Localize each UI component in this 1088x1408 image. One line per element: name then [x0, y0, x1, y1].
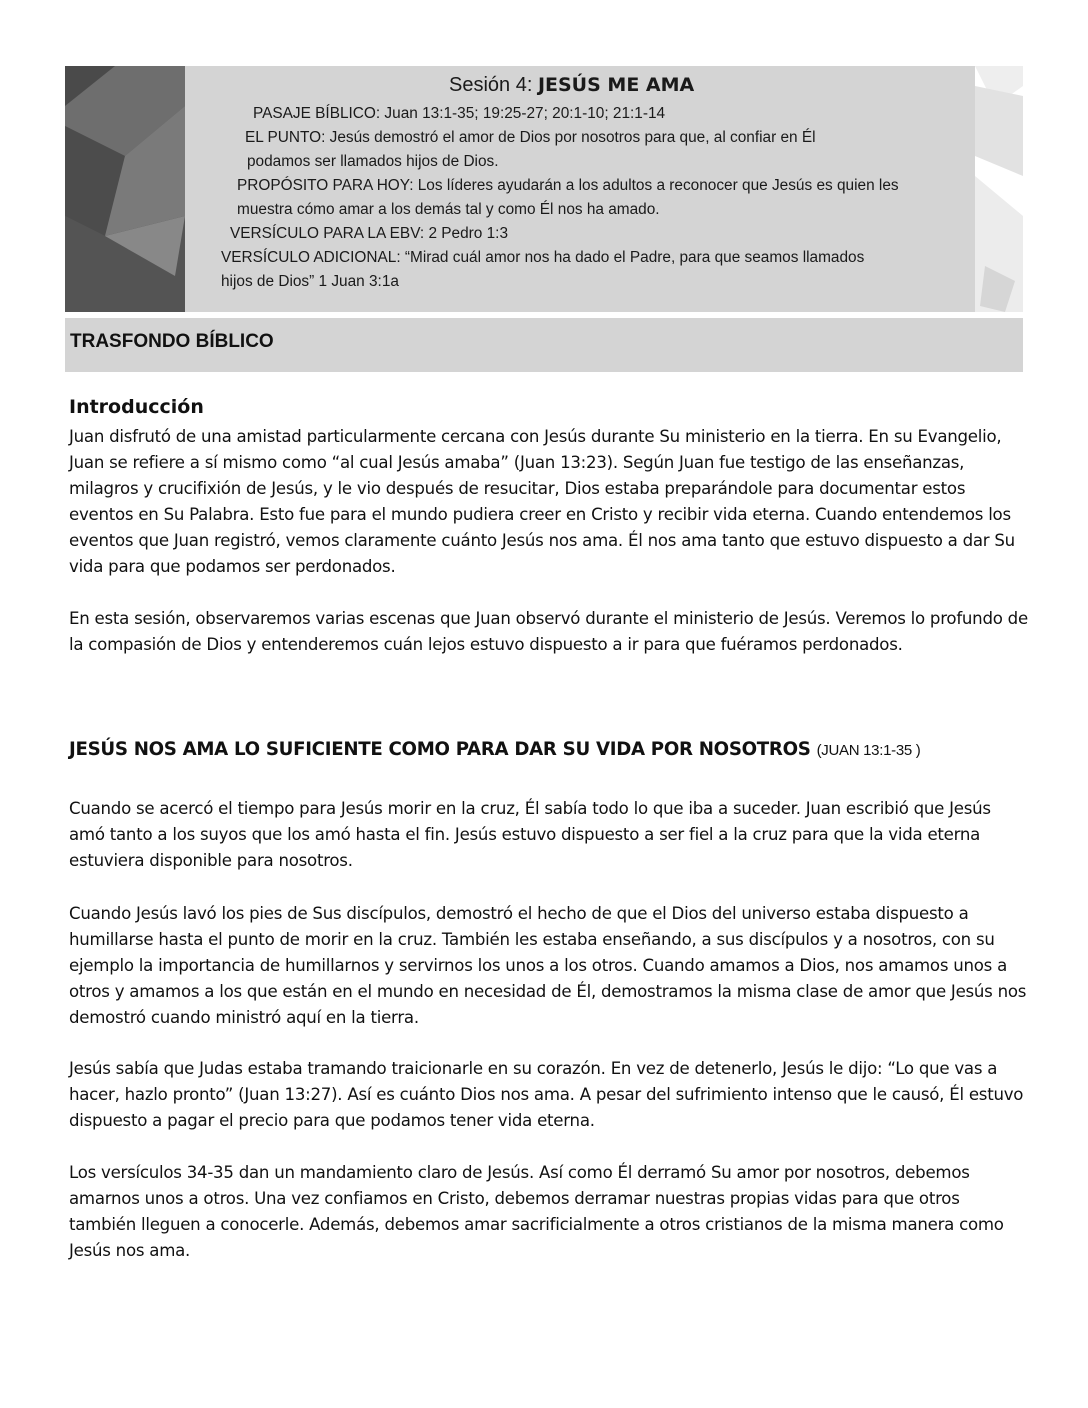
- session-info-box: [185, 66, 975, 312]
- background-section-bar: [65, 318, 1023, 372]
- banner-decoration-left: [65, 66, 185, 312]
- section-heading-text: JESÚS NOS AMA LO SUFICIENTE COMO PARA DAR SU VIDA POR NOSOTROS: [69, 739, 811, 760]
- section-paragraph-4: Los versículos 34-35 dan un mandamiento claro de Jesús. Así como Él derramó Su amor por nosotros, debemos amarnos unos a otros. Una vez confiamos en Cristo, debemos derramar nuestras propias vidas para que otros también lleguen a conocerle. Además, debemos amar sacrificialmente a otros cristianos de la misma manera como Jesús nos ama.: [69, 1163, 1004, 1260]
- purpose-line: PROPÓSITO PARA HOY: Los líderes ayudarán a los adultos a reconocer que Jesús es quien les: [237, 177, 899, 194]
- additional-verse-line-cont: hijos de Dios” 1 Juan 3:1a: [221, 273, 399, 290]
- intro-heading: Introducción: [69, 396, 204, 418]
- section-paragraph-2: Cuando Jesús lavó los pies de Sus discípulos, demostró el hecho de que el Dios del universo estaba dispuesto a humillarse hasta el punto de morir en la cruz. También les estaba enseñando, a sus discípulos y a nosotros, con su ejemplo la importancia de humillarnos y servirnos los unos a los otros. Cuando amamos a Dios, nos amamos unos a otros y amamos a los que están en el mundo en necesidad de Él, demostramos la misma clase de amor que Jesús nos demostró cuando ministró aquí en la tierra.: [69, 904, 1027, 1027]
- intro-paragraph-2: En esta sesión, observaremos varias escenas que Juan observó durante el ministerio de Jesús. Veremos lo profundo de la compasión de Dios y entenderemos cuán lejos estuvo dispuesto a ir para que fuéramos perdonados.: [69, 609, 1028, 654]
- ebv-verse-line: VERSÍCULO PARA LA EBV: 2 Pedro 1:3: [230, 225, 509, 242]
- section-reference: (JUAN 13:1-35 ): [816, 742, 921, 759]
- intro-paragraph-1: Juan disfrutó de una amistad particularmente cercana con Jesús durante Su ministerio en la tierra. En su Evangelio, Juan se refiere a sí mismo como “al cual Jesús amaba” (Juan 13:23). Según Juan fue testigo de las enseñanzas, milagros y crucifixión de Jesús, y le vio después de resucitar, Dios estaba preparándole para documentar estos eventos en Su Palabra. Esto fue para el mundo pudiera creer en Cristo y recibir vida eterna. Cuando entendemos los eventos que Juan registró, vemos claramente cuánto Jesús nos ama. Él nos ama tanto que estuvo dispuesto a dar Su vida para que podamos ser perdonados.: [69, 427, 1015, 576]
- section-paragraph-3: Jesús sabía que Judas estaba tramando traicionarle en su corazón. En vez de detenerlo, Jesús le dijo: “Lo que vas a hacer, hazlo pronto” (Juan 13:27). Así es cuánto Dios nos ama. A pesar del sufrimiento intenso que le causó, Él estuvo dispuesto a pagar el precio para que podamos tener vida eterna.: [69, 1059, 1024, 1130]
- passage-line: PASAJE BÍBLICO: Juan 13:1-35; 19:25-27; 20:1-10; 21:1-14: [253, 105, 666, 122]
- session-banner: [65, 66, 1023, 312]
- section-paragraph-1: Cuando se acercó el tiempo para Jesús morir en la cruz, Él sabía todo lo que iba a suceder. Juan escribió que Jesús amó tanto a los suyos que los amó hasta el fin. Jesús estuvo dispuesto a ser fiel a la cruz para que la vida eterna estuviera disponible para nosotros.: [69, 799, 991, 870]
- purpose-line-cont: muestra cómo amar a los demás tal y como Él nos ha amado.: [237, 201, 660, 218]
- session-title: [449, 72, 694, 98]
- additional-verse-line: VERSÍCULO ADICIONAL: “Mirad cuál amor nos ha dado el Padre, para que seamos llamados: [221, 249, 865, 266]
- session-name: JESÚS ME AMA: [537, 74, 695, 96]
- point-line-cont: podamos ser llamados hijos de Dios.: [247, 153, 499, 170]
- point-line: EL PUNTO: Jesús demostró el amor de Dios por nosotros para que, al confiar en Él: [245, 129, 816, 146]
- background-heading: TRASFONDO BÍBLICO: [70, 331, 274, 352]
- section-heading: [69, 739, 920, 760]
- session-number: Sesión 4:: [449, 74, 538, 96]
- banner-decoration-right: [975, 66, 1023, 312]
